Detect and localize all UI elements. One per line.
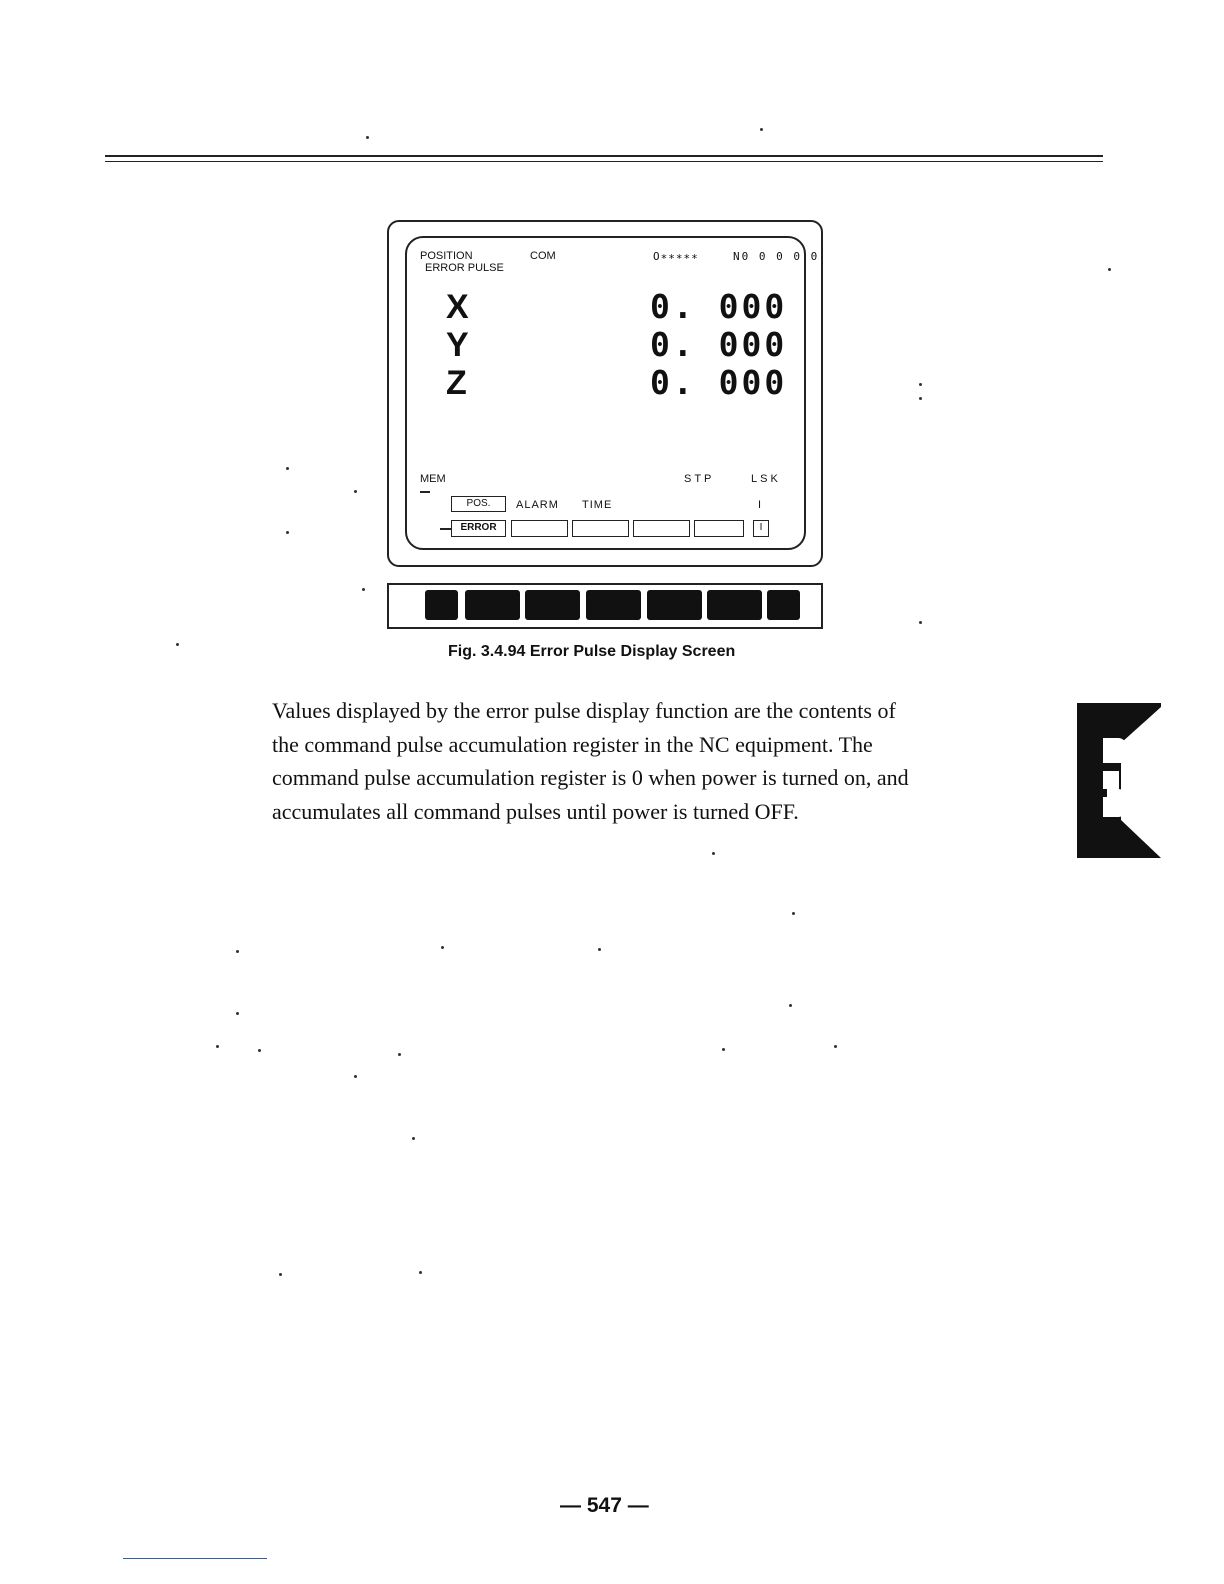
scan-speck bbox=[712, 852, 715, 855]
soft-key-1[interactable] bbox=[465, 590, 520, 620]
scan-speck bbox=[286, 531, 289, 534]
axis-label-y: Y bbox=[446, 326, 469, 364]
scan-speck bbox=[441, 946, 444, 949]
scan-speck bbox=[354, 490, 357, 493]
scan-speck bbox=[354, 1075, 357, 1078]
softkey-blank-2[interactable] bbox=[572, 520, 629, 537]
scan-speck bbox=[1108, 268, 1111, 271]
soft-key-left-arrow[interactable] bbox=[425, 590, 458, 620]
header-rule-bottom bbox=[105, 161, 1103, 162]
status-stp: STP bbox=[684, 473, 715, 485]
scan-speck bbox=[412, 1137, 415, 1140]
status-lsk-mark: I bbox=[758, 499, 762, 511]
paragraph-line: accumulates all command pulses until power is turned OFF. bbox=[272, 798, 799, 824]
screen-subtitle: ERROR PULSE bbox=[425, 262, 504, 274]
softkey-error-button[interactable]: ERROR bbox=[451, 520, 506, 537]
chapter-thumb-tab bbox=[1077, 703, 1163, 860]
scan-speck bbox=[366, 136, 369, 139]
scan-speck bbox=[598, 948, 601, 951]
menu-alarm-label: ALARM bbox=[516, 499, 559, 511]
axis-label-z: Z bbox=[446, 364, 467, 402]
scan-speck bbox=[236, 950, 239, 953]
scan-speck bbox=[258, 1049, 261, 1052]
scan-speck bbox=[216, 1045, 219, 1048]
softkey-blank-1[interactable] bbox=[511, 520, 568, 537]
status-lsk: LSK bbox=[751, 473, 781, 485]
softkey-blank-3[interactable] bbox=[633, 520, 690, 537]
scan-speck bbox=[760, 128, 763, 131]
scan-speck bbox=[789, 1004, 792, 1007]
scan-speck bbox=[919, 397, 922, 400]
scan-speck bbox=[834, 1045, 837, 1048]
program-number: O∗∗∗∗∗ bbox=[653, 250, 699, 263]
scan-speck bbox=[362, 588, 365, 591]
screen-title: POSITION bbox=[420, 250, 473, 262]
scan-speck bbox=[792, 912, 795, 915]
soft-key-2[interactable] bbox=[525, 590, 580, 620]
scan-speck bbox=[279, 1273, 282, 1276]
scan-speck bbox=[398, 1053, 401, 1056]
footnote-rule bbox=[123, 1558, 267, 1559]
mode-underline bbox=[420, 491, 430, 493]
paragraph-line: the command pulse accumulation register in the NC equipment. The bbox=[272, 731, 873, 757]
body-paragraph bbox=[272, 694, 1012, 828]
scan-speck bbox=[236, 1012, 239, 1015]
softkey-blank-4[interactable] bbox=[694, 520, 744, 537]
header-rule-top bbox=[105, 155, 1103, 157]
menu-pos-button[interactable]: POS. bbox=[451, 496, 506, 512]
axis-value-y: 0. 000 bbox=[650, 325, 788, 364]
soft-key-4[interactable] bbox=[647, 590, 702, 620]
scan-speck bbox=[919, 383, 922, 386]
softkey-pointer bbox=[440, 528, 451, 530]
menu-time-label: TIME bbox=[582, 499, 613, 511]
axis-value-z: 0. 000 bbox=[650, 363, 788, 402]
figure-caption: Fig. 3.4.94 Error Pulse Display Screen bbox=[448, 643, 736, 660]
softkey-next-button[interactable]: I bbox=[753, 520, 769, 537]
page-number: — 547 — bbox=[560, 1494, 649, 1517]
scan-speck bbox=[419, 1271, 422, 1274]
screen-com-label: COM bbox=[530, 250, 556, 262]
sequence-number: N0 0 0 0 0 bbox=[733, 250, 820, 263]
axis-value-x: 0. 000 bbox=[650, 287, 788, 326]
paragraph-line: command pulse accumulation register is 0 when power is turned on, and bbox=[272, 765, 909, 790]
soft-key-5[interactable] bbox=[707, 590, 762, 620]
scan-speck bbox=[722, 1048, 725, 1051]
scan-speck bbox=[176, 643, 179, 646]
scan-speck bbox=[286, 467, 289, 470]
scan-speck bbox=[919, 621, 922, 624]
paragraph-line: Values displayed by the error pulse display function are the contents of bbox=[272, 698, 896, 723]
axis-label-x: X bbox=[446, 288, 469, 326]
soft-key-3[interactable] bbox=[586, 590, 641, 620]
soft-key-right-arrow[interactable] bbox=[767, 590, 800, 620]
mode-indicator: MEM bbox=[420, 473, 446, 485]
